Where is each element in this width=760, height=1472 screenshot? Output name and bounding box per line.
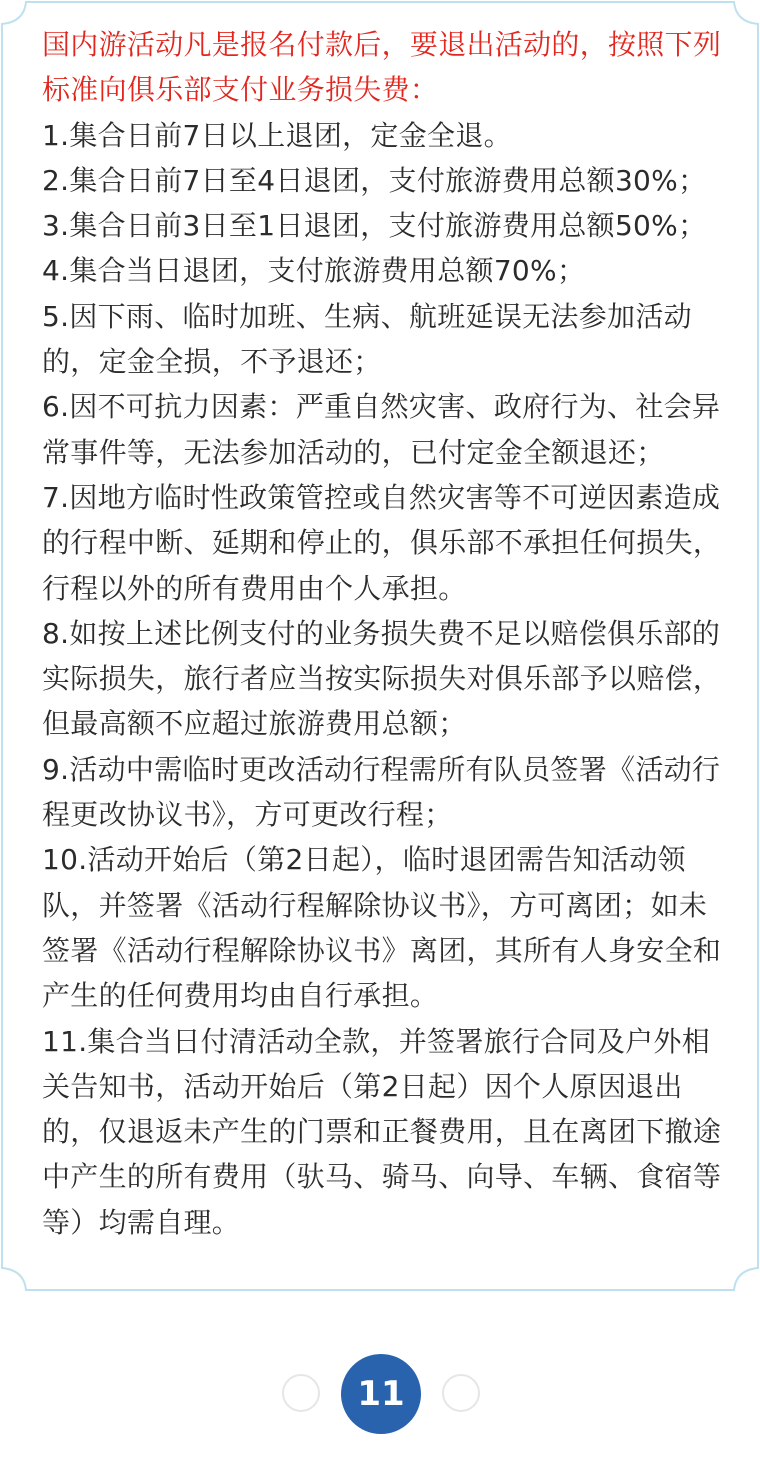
next-page-dot[interactable] xyxy=(442,1374,480,1412)
rule-item-2: 2.集合日前7日至4日退团，支付旅游费用总额30%； xyxy=(42,163,707,197)
rules-text xyxy=(42,22,722,1245)
rule-item-3: 3.集合日前3日至1日退团，支付旅游费用总额50%； xyxy=(42,209,707,243)
rule-item-11: 11.集合当日付清活动全款，并签署旅行合同及户外相关告知书，活动开始后（第2日起）因个人原因退出的，仅退返未产生的门票和正餐费用，且在离团下撤途中产生的所有费用（驮马、骑马、向导、车辆、食宿等等）均需自理。 xyxy=(42,1024,722,1239)
rule-item-1: 1.集合日前7日以上退团，定金全退。 xyxy=(42,118,512,152)
previous-page-dot[interactable] xyxy=(282,1374,320,1412)
rule-item-9: 9.活动中需临时更改活动行程需所有队员签署《活动行程更改协议书》，方可更改行程； xyxy=(42,752,721,832)
intro-paragraph: 国内游活动凡是报名付款后，要退出活动的，按照下列标准向俱乐部支付业务损失费： xyxy=(42,28,722,107)
rule-item-4: 4.集合当日退团，支付旅游费用总额70%； xyxy=(42,254,586,288)
rule-item-8: 8.如按上述比例支付的业务损失费不足以赔偿俱乐部的实际损失，旅行者应当按实际损失对俱乐部予以赔偿，但最高额不应超过旅游费用总额； xyxy=(42,616,722,741)
rule-item-6: 6.因不可抗力因素：严重自然灾害、政府行为、社会异常事件等，无法参加活动的，已付定金全额退还； xyxy=(42,390,721,469)
rule-item-5: 5.因下雨、临时加班、生病、航班延误无法参加活动的，定金全损，不予退还； xyxy=(42,299,692,379)
rule-item-10: 10.活动开始后（第2日起），临时退团需告知活动领队，并签署《活动行程解除协议书》，方可离团；如未签署《活动行程解除协议书》离团，其所有人身安全和产生的任何费用均由自行承担。 xyxy=(42,843,722,1013)
rule-item-7: 7.因地方临时性政策管控或自然灾害等不可逆因素造成的行程中断、延期和停止的，俱乐部不承担任何损失，行程以外的所有费用由个人承担。 xyxy=(42,480,722,605)
current-page-badge: 11 xyxy=(341,1354,421,1434)
page-indicator xyxy=(0,1352,760,1432)
